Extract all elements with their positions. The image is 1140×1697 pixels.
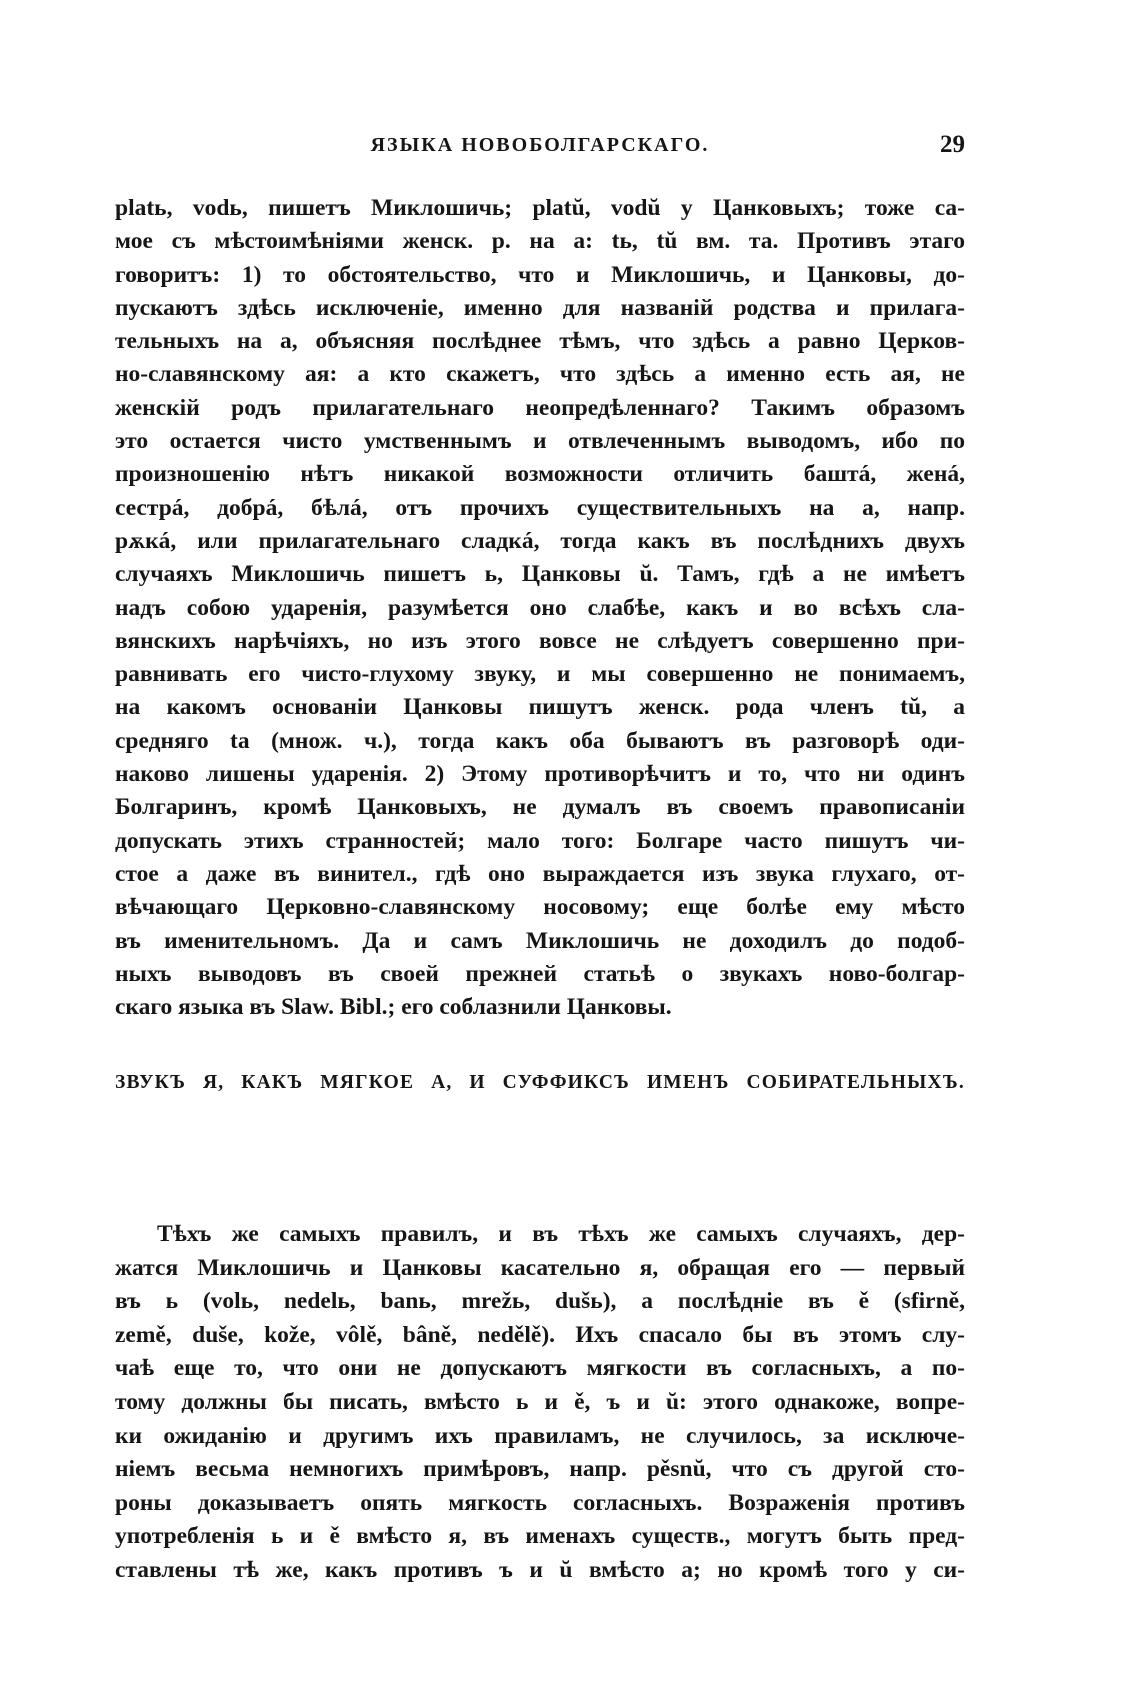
text-line: чаѣ еще то, что они не допускаютъ мягкости въ согласныхъ, а по- — [115, 1355, 965, 1382]
text-line: случаяхъ Миклошичь пишетъ ь, Цанковы ŭ. Тамъ, гдѣ а не имѣетъ — [115, 561, 965, 588]
text-line: země, duše, kože, vôlě, bâně, nedělě). Ихъ спасало бы въ этомъ слу- — [115, 1321, 965, 1348]
text-line: ки ожиданію и другимъ ихъ правиламъ, не случилось, за исключе- — [115, 1422, 965, 1449]
paragraph-1 — [115, 192, 965, 1024]
text-line: Тѣхъ же самыхъ правилъ, и въ тѣхъ же самыхъ случаяхъ, дер- — [157, 1221, 965, 1247]
text-line: Болгаринъ, кромѣ Цанковыхъ, не думалъ въ своемъ правописаніи — [115, 794, 965, 821]
text-line: произношенію нѣтъ никакой возможности отличить баштá, женá, — [115, 461, 965, 488]
text-line: рѫкá, или прилагательнаго сладкá, тогда какъ въ послѣднихъ двухъ — [115, 527, 965, 554]
page-number: 29 — [940, 131, 965, 158]
text-line: ніемъ весьма немногихъ примѣровъ, напр. pěsnŭ, что съ другой сто- — [115, 1456, 965, 1483]
text-line: вянскихъ нарѣчіяхъ, но изъ этого вовсе не слѣдуетъ совершенно при- — [115, 627, 965, 654]
text-line: скаго языка въ Slaw. Bibl.; его соблазнили Цанковы. — [115, 994, 672, 1021]
text-line: говоритъ: 1) то обстоятельство, что и Миклошичь, и Цанковы, до- — [115, 261, 965, 288]
text-line: равнивать его чисто-глухому звуку, и мы совершенно не понимаемъ, — [115, 661, 965, 688]
text-line: тельныхъ на а, объясняя послѣднее тѣмъ, что здѣсь а равно Церков- — [115, 328, 965, 355]
text-line: вѣчающаго Церковно-славянскому носовому; еще болѣе ему мѣсто — [115, 894, 965, 921]
text-line: ныхъ выводовъ въ своей прежней статьѣ о звукахъ ново-болгар- — [115, 960, 965, 987]
text-line: на какомъ основаніи Цанковы пишутъ женск. рода членъ tŭ, а — [115, 694, 965, 721]
text-line: мое съ мѣстоимѣніями женск. р. на а: tь, tŭ вм. та. Противъ этаго — [115, 228, 965, 255]
text-line: женскій родъ прилагательнаго неопредѣленнаго? Такимъ образомъ — [115, 394, 965, 421]
text-line: жатся Миклошичь и Цанковы касательно я, обращая его — первый — [115, 1254, 965, 1281]
text-line: наково лишены ударенія. 2) Этому противорѣчитъ и то, что ни одинъ — [115, 761, 965, 788]
text-line: роны доказываетъ опять мягкость согласныхъ. Возраженія противъ — [115, 1489, 965, 1516]
text-line: это остается чисто умственнымъ и отвлеченнымъ выводомъ, ибо по — [115, 428, 965, 455]
text-line: но-славянскому ая: а кто скажетъ, что здѣсь а именно есть ая, не — [115, 361, 965, 388]
text-line: средняго ta (множ. ч.), тогда какъ оба бываютъ въ разговорѣ оди- — [115, 727, 965, 754]
section-heading: ЗВУКЪ Я, КАКЪ МЯГКОЕ А, И СУФФИКСЪ ИМЕНЪ СОБИРАТЕЛЬНЫХЪ. — [115, 1072, 965, 1093]
text-line: пускаютъ здѣсь исключеніе, именно для названій родства и прилага- — [115, 294, 965, 321]
running-head: ЯЗЫКА НОВОБОЛГАРСКАГО. — [370, 134, 710, 156]
text-line: въ ь (volь, nedelь, banь, mrežь, dušь), а послѣдніе въ ě (sfirně, — [115, 1288, 965, 1315]
text-line: platь, vodь, пишетъ Миклошичь; platŭ, vodŭ у Цанковыхъ; тоже са- — [115, 195, 965, 221]
page-header — [115, 128, 965, 168]
text-line: стое а даже въ винител., гдѣ оно выраждается изъ звука глухаго, от- — [115, 860, 965, 887]
text-line: надъ собою ударенія, разумѣется оно слабѣе, какъ и во всѣхъ сла- — [115, 594, 965, 621]
text-line: тому должны бы писать, вмѣсто ь и ě, ъ и ŭ: этого однакоже, вопре- — [115, 1388, 965, 1415]
text-line: ставлены тѣ же, какъ противъ ъ и ŭ вмѣсто а; но кромѣ того у си- — [115, 1556, 965, 1583]
text-line: сестрá, добрá, бѣлá, отъ прочихъ существительныхъ на а, напр. — [115, 494, 965, 521]
text-line: употребленія ь и ě вмѣсто я, въ именахъ существ., могутъ быть пред- — [115, 1523, 965, 1550]
paragraph-2 — [115, 1218, 965, 1588]
text-line: въ именительномъ. Да и самъ Миклошичь не доходилъ до подоб- — [115, 927, 965, 954]
text-line: допускать этихъ странностей; мало того: Болгаре часто пишутъ чи- — [115, 827, 965, 854]
